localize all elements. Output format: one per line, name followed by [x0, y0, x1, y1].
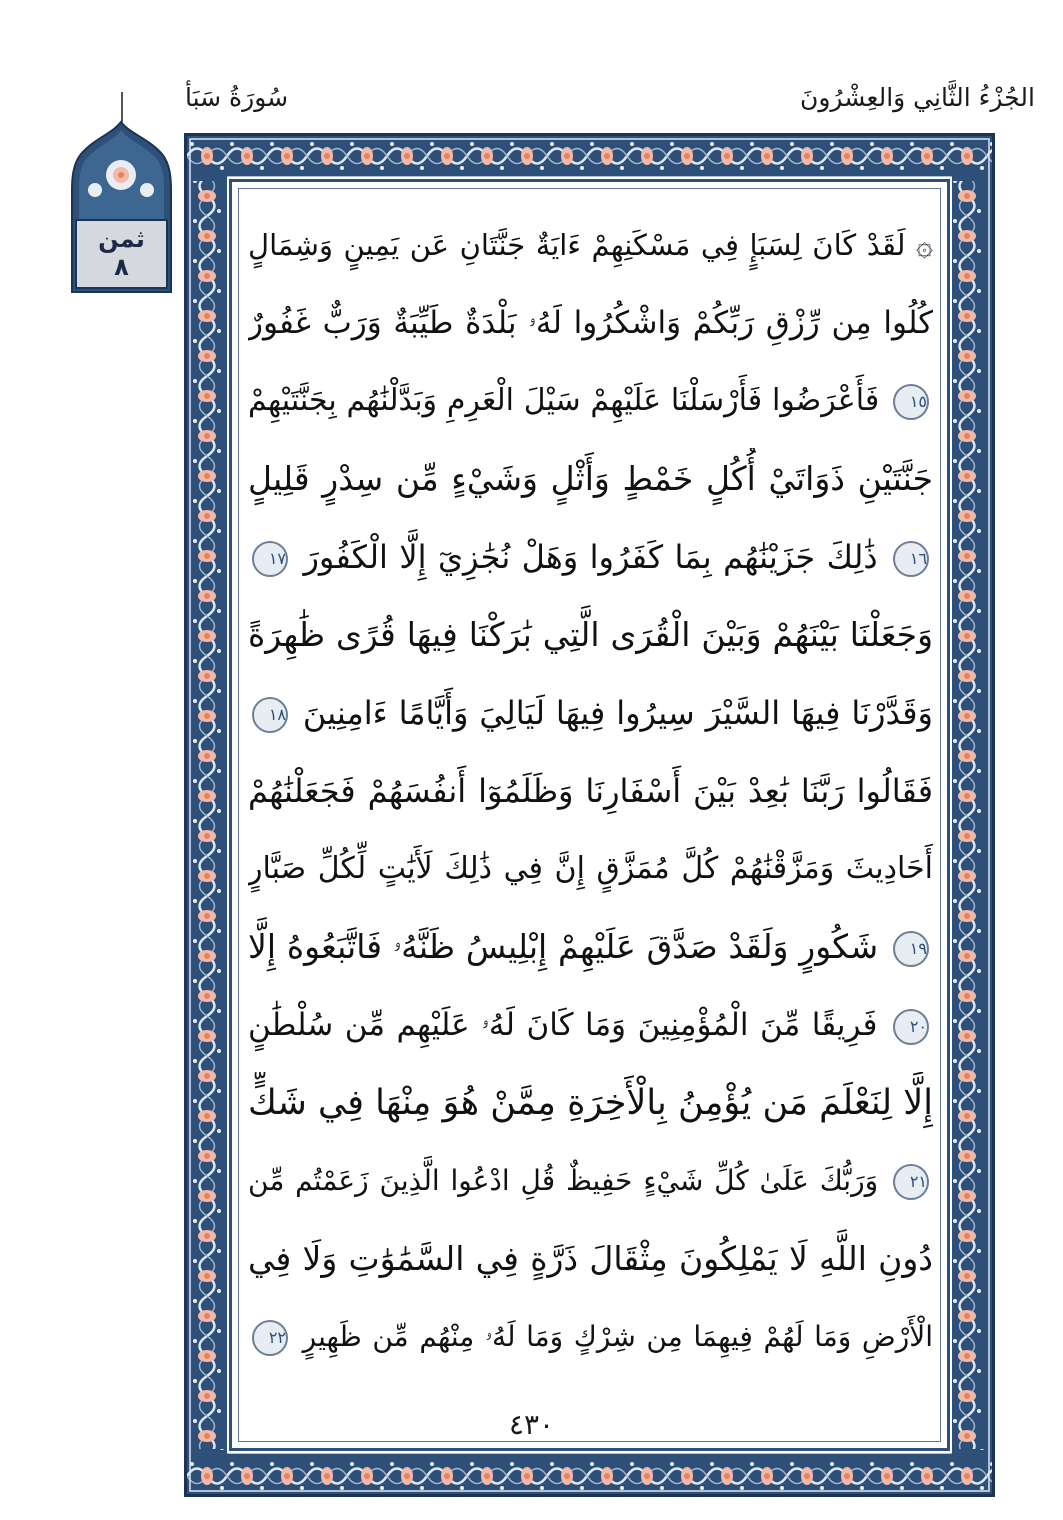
- verse-line: [248, 994, 933, 1072]
- verse-line: [248, 1306, 933, 1384]
- verse-line: [248, 1072, 933, 1150]
- verse-number-medallion: ٢٢: [252, 1320, 288, 1356]
- verse-line: [248, 526, 933, 604]
- verse-number-medallion: ٢١: [893, 1164, 929, 1200]
- page-number: ٤٣٠: [508, 1408, 555, 1441]
- line-text: فَقَالُوا رَبَّنَا بَٰعِدْ بَيْنَ أَسْفَارِنَا وَظَلَمُوٓا أَنفُسَهُمْ فَجَعَلْنَٰهُمْ: [248, 772, 933, 810]
- verse-line: [248, 682, 933, 760]
- verse-line: [248, 292, 933, 370]
- line-text: ۞ لَقَدْ كَانَ لِسَبَإٍ فِي مَسْكَنِهِمْ ءَايَةٌ جَنَّتَانِ عَن يَمِينٍ وَشِمَالٍ: [248, 228, 933, 262]
- marker-stem: [121, 92, 123, 122]
- verse-number-medallion: ١٥: [893, 384, 929, 420]
- verse-number-medallion: ٢٠: [893, 1009, 929, 1045]
- line-text: شَكُورٍ وَلَقَدْ صَدَّقَ عَلَيْهِمْ إِبْلِيسُ ظَنَّهُۥ فَاتَّبَعُوهُ إِلَّا: [248, 927, 879, 966]
- verse-block: [248, 214, 933, 1384]
- verse-number-medallion: ١٧: [252, 541, 288, 577]
- verse-line: [248, 448, 933, 526]
- thumn-label: ثمن: [98, 225, 145, 253]
- line-text: أَحَادِيثَ وَمَزَّقْنَٰهُمْ كُلَّ مُمَزَّقٍ إِنَّ فِي ذَٰلِكَ لَأَيَٰتٍ لِّكُلِّ صَبَّارٍ: [248, 851, 933, 886]
- line-text: كُلُوا مِن رِّزْقِ رَبِّكُمْ وَاشْكُرُوا لَهُۥ بَلْدَةٌ طَيِّبَةٌ وَرَبٌّ غَفُورٌ: [248, 305, 933, 341]
- line-text: فَأَعْرَضُوا فَأَرْسَلْنَا عَلَيْهِمْ سَيْلَ الْعَرِمِ وَبَدَّلْنَٰهُم بِجَنَّتَيْهِمْ: [248, 383, 880, 418]
- line-text: وَرَبُّكَ عَلَىٰ كُلِّ شَيْءٍ حَفِيظٌ قُلِ ادْعُوا الَّذِينَ زَعَمْتُم مِّن: [248, 1164, 879, 1197]
- verse-number-medallion: ١٦: [893, 541, 929, 577]
- line-text: ذَٰلِكَ جَزَيْنَٰهُم بِمَا كَفَرُوا وَهَلْ نُجَٰزِيٓ إِلَّا الْكَفُورَ: [303, 538, 878, 576]
- verse-line: [248, 838, 933, 916]
- line-text: وَقَدَّرْنَا فِيهَا السَّيْرَ سِيرُوا فِيهَا لَيَالِيَ وَأَيَّامًا ءَامِنِينَ: [302, 694, 933, 732]
- verse-number-medallion: ١٨: [252, 697, 288, 733]
- juz-name-header: الجُزْءُ الثَّانِي وَالعِشْرُونَ: [800, 83, 1035, 112]
- verse-line: [248, 1228, 933, 1306]
- verse-line: [248, 214, 933, 292]
- verse-number-medallion: ١٩: [893, 931, 929, 967]
- verse-line: [248, 1150, 933, 1228]
- verse-line: [248, 916, 933, 994]
- thumn-marker-text: [76, 225, 167, 281]
- line-text: فَرِيقًا مِّنَ الْمُؤْمِنِينَ وَمَا كَانَ لَهُۥ عَلَيْهِم مِّن سُلْطَٰنٍ: [248, 1007, 878, 1043]
- surah-name-header: سُورَةُ سَبَأ: [185, 83, 289, 112]
- line-text: جَنَّتَيْنِ ذَوَاتَيْ أُكُلٍ خَمْطٍ وَأَثْلٍ وَشَيْءٍ مِّن سِدْرٍ قَلِيلٍ: [248, 459, 933, 498]
- verse-line: [248, 760, 933, 838]
- verse-line: [248, 370, 933, 448]
- line-text: وَجَعَلْنَا بَيْنَهُمْ وَبَيْنَ الْقُرَى الَّتِي بَٰرَكْنَا فِيهَا قُرًى ظَٰهِرَةً: [248, 615, 933, 654]
- line-text: دُونِ اللَّهِ لَا يَمْلِكُونَ مِثْقَالَ ذَرَّةٍ فِي السَّمَٰوَٰتِ وَلَا فِي: [248, 1239, 933, 1278]
- thumn-number: ٨: [114, 253, 129, 281]
- line-text: إِلَّا لِنَعْلَمَ مَن يُؤْمِنُ بِالْأَخِرَةِ مِمَّنْ هُوَ مِنْهَا فِي شَكٍّ: [248, 1083, 933, 1123]
- line-text: الْأَرْضِ وَمَا لَهُمْ فِيهِمَا مِن شِرْكٍ وَمَا لَهُۥ مِنْهُم مِّن ظَهِيرٍ: [302, 1320, 933, 1353]
- verse-line: [248, 604, 933, 682]
